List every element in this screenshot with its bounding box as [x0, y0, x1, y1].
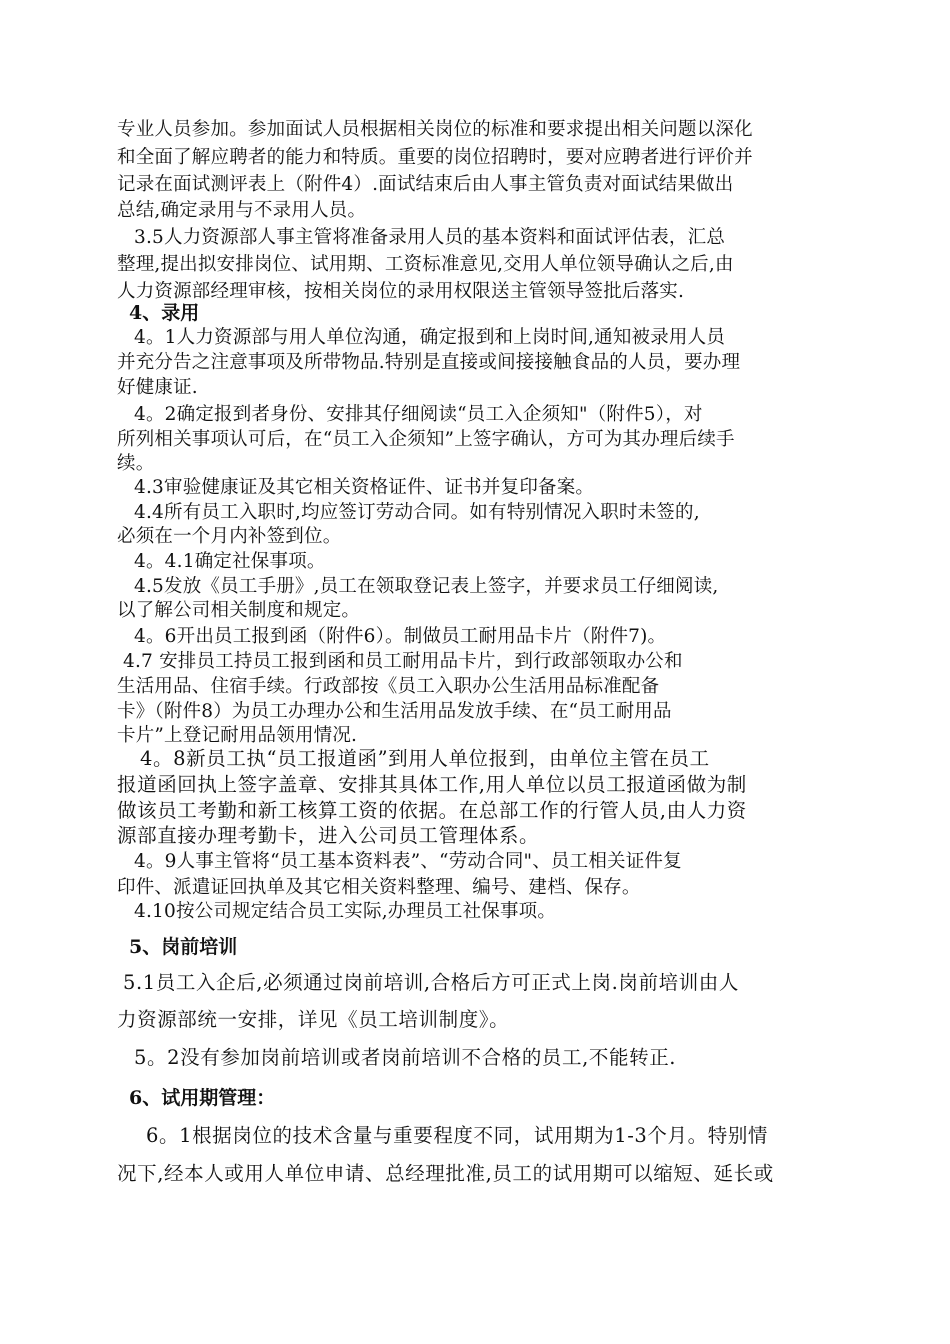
paragraph-line: 生活用品、住宿手续。行政部按《员工入职办公生活用品标准配备 [117, 676, 660, 697]
paragraph-line: 和全面了解应聘者的能力和特质。重要的岗位招聘时，要对应聘者进行评价并 [117, 147, 753, 168]
section-heading-probation: 6、试用期管理： [129, 1087, 276, 1109]
paragraph-line: 报道函回执上签字盖章、安排其具体工作,用人单位以员工报道函做为制 [117, 773, 747, 796]
paragraph-line: 5。2没有参加岗前培训或者岗前培训不合格的员工,不能转正. [134, 1046, 677, 1069]
paragraph-line: 4.3审验健康证及其它相关资格证件、证书并复印备案。 [134, 477, 595, 498]
paragraph-line: 整理,提出拟安排岗位、试用期、工资标准意见,交用人单位领导确认之后,由 [117, 254, 734, 275]
paragraph-line: 人力资源部经理审核，按相关岗位的录用权限送主管领导签批后落实. [117, 281, 685, 302]
paragraph-line: 4。2确定报到者身份、安排其仔细阅读“员工入企须知"（附件5），对 [134, 404, 703, 425]
paragraph-line: 卡》（附件8）为员工办理办公和生活用品发放手续、在“员工耐用品 [117, 701, 672, 722]
paragraph-line: 并充分告之注意事项及所带物品.特别是直接或间接接触食品的人员，要办理 [117, 352, 741, 373]
paragraph-line: 专业人员参加。参加面试人员根据相关岗位的标准和要求提出相关问题以深化 [117, 119, 753, 140]
paragraph-line: 3.5人力资源部人事主管将准备录用人员的基本资料和面试评估表，汇总 [134, 227, 726, 248]
paragraph-line: 总结,确定录用与不录用人员。 [117, 200, 367, 221]
paragraph-line: 做该员工考勤和新工核算工资的依据。在总部工作的行管人员,由人力资 [117, 799, 747, 822]
section-heading-recruitment: 4、录用 [129, 302, 200, 324]
paragraph-line: 4.7 安排员工持员工报到函和员工耐用品卡片，到行政部领取办公和 [123, 651, 683, 672]
paragraph-line: 源部直接办理考勤卡，进入公司员工管理体系。 [117, 824, 540, 847]
paragraph-line: 4.4所有员工入职时,均应签订劳动合同。如有特别情况入职时未签的, [134, 502, 700, 523]
paragraph-line: 印件、派遣证回执单及其它相关资料整理、编号、建档、保存。 [117, 877, 641, 898]
paragraph-line: 以了解公司相关制度和规定。 [117, 600, 361, 621]
paragraph-line: 况下,经本人或用人单位申请、总经理批准,员工的试用期可以缩短、延长或 [117, 1162, 774, 1185]
paragraph-line: 4。6开出员工报到函（附件6）。制做员工耐用品卡片（附件7)。 [134, 626, 667, 647]
paragraph-line: 6。1根据岗位的技术含量与重要程度不同，试用期为1-3个月。特别情 [146, 1124, 769, 1147]
paragraph-line: 力资源部统一安排，详见《员工培训制度》。 [117, 1008, 510, 1031]
paragraph-line: 4.10按公司规定结合员工实际,办理员工社保事项。 [134, 901, 557, 922]
paragraph-line: 4。4.1确定社保事项。 [134, 551, 326, 572]
paragraph-line: 必须在一个月内补签到位。 [117, 526, 342, 547]
paragraph-line: 卡片”上登记耐用品领用情况. [117, 725, 358, 746]
paragraph-line: 5.1员工入企后,必须通过岗前培训,合格后方可正式上岗.岗前培训由人 [123, 971, 740, 994]
paragraph-line: 4。1人力资源部与用人单位沟通，确定报到和上岗时间,通知被录用人员 [134, 327, 726, 348]
paragraph-line: 4。8新员工执“员工报道函”到用人单位报到，由单位主管在员工 [140, 747, 710, 770]
paragraph-line: 4。9人事主管将“员工基本资料表”、“劳动合同"、员工相关证件复 [134, 851, 682, 872]
paragraph-line: 好健康证. [117, 377, 198, 398]
paragraph-line: 记录在面试测评表上（附件4）.面试结束后由人事主管负责对面试结果做出 [117, 174, 734, 195]
section-heading-pre-job-training: 5、岗前培训 [129, 936, 238, 958]
paragraph-line: 所列相关事项认可后，在“员工入企须知”上签字确认，方可为其办理后续手 [117, 429, 735, 450]
paragraph-line: 4.5发放《员工手册》,员工在领取登记表上签字，并要求员工仔细阅读, [134, 576, 719, 597]
paragraph-line: 续。 [117, 453, 155, 474]
